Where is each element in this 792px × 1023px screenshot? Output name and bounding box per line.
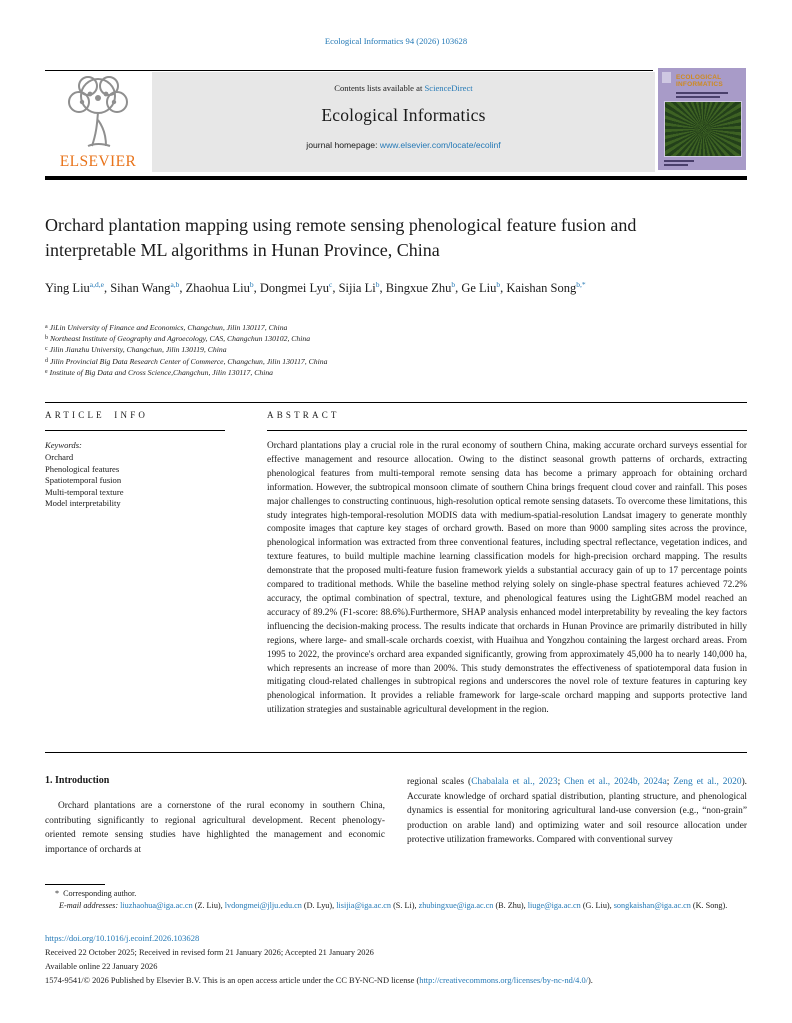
intro-text: ). Accurate knowledge of orchard spatial distribution, planting structure, and phenological dynamics is essential for monitoring agricultural land-use conversion (e.g., “non-grain” production on arable land) and optimizing water and soil resource allocation under protective utilization frameworks. Compared with conventional survey bbox=[407, 777, 747, 846]
author: Kaishan Song$^{b,*}$ bbox=[506, 280, 586, 295]
author-affil-link[interactable]: b bbox=[451, 280, 456, 289]
email-entry: songkaishan@iga.ac.cn (K. Song). bbox=[613, 901, 728, 910]
keyword: Model interpretability bbox=[45, 498, 121, 509]
author-affil-link[interactable]: b bbox=[496, 280, 501, 289]
cover-title-line1: ECOLOGICAL bbox=[676, 74, 722, 81]
affiliation: $^a$ JiLin University of Finance and Economics, Changchun, Jilin 130117, China bbox=[45, 323, 288, 332]
article-title: Orchard plantation mapping using remote sensing phenological feature fusion and interpretable ML algorithms in Hunan Province, China bbox=[45, 215, 637, 260]
keyword: Spatiotemporal fusion bbox=[45, 475, 122, 486]
email-link[interactable]: liuzhaohua@iga.ac.cn bbox=[120, 901, 193, 910]
author: Sihan Wang$^{a,b}$, bbox=[110, 280, 186, 295]
email-entry: liuge@iga.ac.cn (G. Liu), bbox=[527, 901, 614, 910]
author-list bbox=[45, 276, 700, 298]
divider-footnote bbox=[45, 884, 105, 885]
cover-title-line2: INFORMATICS bbox=[676, 81, 723, 88]
elsevier-logo[interactable] bbox=[46, 72, 150, 172]
affiliation: $^b$ Northeast Institute of Geography and Agroecology, CAS, Changchun 130102, China bbox=[45, 334, 311, 344]
homepage-prefix: journal homepage: bbox=[306, 140, 380, 150]
divider-section-top bbox=[45, 402, 747, 403]
author-affil-link[interactable]: c bbox=[328, 280, 333, 289]
email-entry: liuzhaohua@iga.ac.cn (Z. Liu), bbox=[120, 901, 225, 910]
keyword: Multi-temporal texture bbox=[45, 486, 124, 497]
author: Ge Liu$^b$, bbox=[461, 280, 507, 295]
corresponding-author-note: * Corresponding author. bbox=[55, 889, 137, 898]
elsevier-wordmark: ELSEVIER bbox=[59, 153, 137, 170]
intro-text: ; bbox=[557, 777, 565, 787]
author: Zhaohua Liu$^b$, bbox=[185, 280, 260, 295]
citation-link[interactable]: Zeng et al., 2020 bbox=[673, 777, 742, 787]
running-head-citation[interactable]: Ecological Informatics 94 (2026) 103628 bbox=[324, 36, 468, 46]
doi-link[interactable]: https://doi.org/10.1016/j.ecoinf.2026.103628 bbox=[45, 933, 200, 943]
email-label: E-mail addresses: bbox=[59, 901, 119, 910]
journal-cover-thumbnail[interactable] bbox=[658, 68, 746, 170]
homepage-line bbox=[152, 140, 655, 150]
email-link[interactable]: songkaishan@iga.ac.cn bbox=[613, 901, 691, 910]
cover-title bbox=[676, 74, 723, 88]
contents-prefix: Contents lists available at bbox=[334, 83, 425, 93]
elsevier-tree-icon bbox=[46, 72, 150, 156]
introduction-heading: 1. Introduction bbox=[45, 775, 110, 786]
email-link[interactable]: lisijia@iga.ac.cn bbox=[336, 901, 392, 910]
affiliation: $^c$ Jilin Jianzhu University, Changchun, Jilin 130119, China bbox=[45, 345, 227, 355]
journal-title: Ecological Informatics bbox=[321, 105, 486, 125]
author: Dongmei Lyu$^c$, bbox=[259, 280, 339, 295]
introduction-column-2 bbox=[407, 775, 747, 881]
email-entry: lvdongmei@jlju.edu.cn (D. Lyu), bbox=[224, 901, 337, 910]
affiliation-list bbox=[45, 322, 705, 378]
keyword: Orchard bbox=[45, 452, 74, 462]
journal-banner bbox=[152, 72, 655, 172]
cover-editor-bar bbox=[664, 160, 694, 162]
available-online: Available online 22 January 2026 bbox=[45, 962, 158, 971]
homepage-link[interactable]: www.elsevier.com/locate/ecolinf bbox=[379, 140, 501, 150]
email-link[interactable]: liuge@iga.ac.cn bbox=[527, 901, 581, 910]
keywords-list bbox=[45, 452, 235, 510]
divider-section-bottom bbox=[45, 752, 747, 753]
author-affil-link[interactable]: b bbox=[375, 280, 380, 289]
cover-subtitle-bar bbox=[676, 92, 728, 94]
copyright-line: 1574-9541/© 2026 Published by Elsevier B.V. This is an open access article under the CC BY-NC-ND license (http://creativecommons.org/licenses/by-nc-nd/4.0/). bbox=[45, 976, 593, 985]
sciencedirect-link[interactable]: ScienceDirect bbox=[424, 83, 473, 93]
email-link[interactable]: lvdongmei@jlju.edu.cn bbox=[224, 901, 302, 910]
keyword: Phenological features bbox=[45, 463, 120, 474]
abstract-heading: ABSTRACT bbox=[267, 410, 340, 420]
email-entry: lisijia@iga.ac.cn (S. Li), bbox=[336, 901, 419, 910]
author: Bingxue Zhu$^b$, bbox=[385, 280, 462, 295]
cover-artwork bbox=[664, 101, 742, 157]
article-info-heading: ARTICLE INFO bbox=[45, 410, 149, 420]
cover-subtitle-bar bbox=[676, 96, 720, 98]
author: Sijia Li$^b$, bbox=[338, 280, 386, 295]
abstract-text: Orchard plantations play a crucial role in the rural economy of southern China, making accurate orchard surveys essential for effective management and resource allocation. Owing to the distinct seasonal growth patterns of orchards, extracting phenological features from multi-temporal remote sensing data has become a primary approach for obtaining orchard information. However, the subtropical monsoon climate of southern China brings frequent cloud cover and rainfall. This poses major challenges to constructing continuous, high-resolution optical remote sensing datasets. To overcome these limitations, this study integrates high-temporal-resolution MODIS data with medium-spatial-resolution Landsat imagery to generate monthly composite images that capture key stages of orchard growth. Based on more than 9000 sampling sites across the province, phenological information was extracted from three conventional features, including spectral reflectance, vegetation indices, and texture features, to build multiple machine learning classification models for high-precision orchard mapping. The results demonstrate that the proposed multi-feature fusion framework yields a substantial accuracy gain of up to 17 percentage points compared to traditional methods. While the baseline method relying solely on single-phase spectral features achieved 72.2% accuracy, the optimal combination of spectral, texture, and phenological features using the LightGBM model reached an accuracy of 89.2% (F1-score: 88.6%).Furthermore, SHAP analysis enhanced model interpretability by revealing the key factors influencing the decision-making process. The results indicate that orchards in Hunan Province are primarily distributed in hilly regions, where large- and small-scale orchards coexist, with Huaihua and Yongzhou containing the largest orchard areas. From 1995 to 2022, the province's orchard area expanded significantly, growing from approximately 45,000 ha to nearly 140,000 ha, which represents an increase of more than 200%. This study demonstrates the effectiveness of spatiotemporal data fusion in mitigating cloud-related challenges in subtropical regions and underscores the novel role of texture features in capturing key phenological information. It provides a reliable framework for large-scale orchard mapping and supports protective land utilization strategies and sustainable agricultural development in the region. bbox=[267, 441, 747, 716]
divider-article-info bbox=[45, 430, 225, 431]
keywords-label: Keywords: bbox=[45, 440, 82, 450]
author-affil-link[interactable]: a,d,e bbox=[89, 280, 104, 289]
divider-abstract bbox=[267, 430, 747, 431]
intro-text: regional scales ( bbox=[407, 777, 472, 787]
email-link[interactable]: zhubingxue@iga.ac.cn bbox=[418, 901, 494, 910]
email-addresses bbox=[45, 900, 747, 912]
author-affil-link[interactable]: b,* bbox=[576, 280, 586, 289]
affiliation: $^e$ Institute of Big Data and Cross Science,Changchun, Jilin 130117, China bbox=[45, 367, 274, 377]
author-affil-link[interactable]: a,b bbox=[170, 280, 180, 289]
citation-link[interactable]: Chabalala et al., 2023 bbox=[471, 777, 558, 787]
cover-mini-logo bbox=[662, 72, 671, 83]
divider-thick bbox=[45, 176, 747, 180]
contents-line bbox=[152, 83, 655, 93]
email-entry: zhubingxue@iga.ac.cn (B. Zhu), bbox=[418, 901, 528, 910]
received-dates: Received 22 October 2025; Received in revised form 21 January 2026; Accepted 21 January 2026 bbox=[45, 948, 374, 957]
divider-top bbox=[45, 70, 653, 71]
intro-text: ; bbox=[666, 777, 674, 787]
citation-link[interactable]: Chen et al., 2024b, 2024a bbox=[564, 777, 667, 787]
cc-license-link[interactable]: http://creativecommons.org/licenses/by-nc-nd/4.0/ bbox=[419, 976, 588, 985]
cover-editor-bar bbox=[664, 164, 688, 166]
author: Ying Liu$^{a,d,e}$, bbox=[45, 280, 111, 295]
author-affil-link[interactable]: b bbox=[249, 280, 254, 289]
introduction-column-1: Orchard plantations are a cornerstone of the rural economy in southern China, contributing significantly to regional agricultural development. Recent phenology-oriented remote sensing studies have highlighted the management and economic importance of orchards at bbox=[45, 801, 385, 855]
affiliation: $^d$ Jilin Provincial Big Data Research Center of Commerce, Changchun, Jilin 130117, China bbox=[45, 356, 328, 366]
